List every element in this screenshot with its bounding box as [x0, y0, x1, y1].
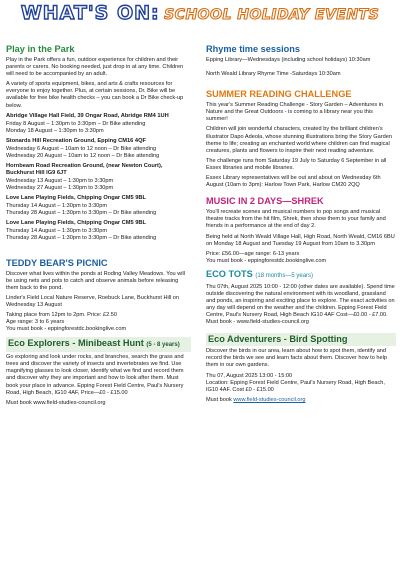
section-heading-text: ECO TOTS [206, 268, 253, 279]
birds-booking-prefix: Must book [206, 396, 232, 403]
summer-p1: This year's Summer Reading Challenge - Story Garden – Adventures in Nature and the Great Outdoors - is coming to a library near you this summer! [206, 102, 384, 123]
venue-date: Wednesday 27 August – 1:30pm to 3:30pm [6, 184, 114, 191]
left-column [6, 44, 191, 562]
teddy-location: Linder's Field Local Nature Reserve, Roebuck Lane, Buckhurst Hill on Wednesday 13 August [6, 294, 180, 309]
eco-explorers-section [6, 337, 191, 407]
tots-p1: Thu 07th, August 2025 10:00 - 12:00 (other dates are available). Spend time outside discovering the natural environment with its woodland, grassland and ponds, an inspiring and exciting place to explore. The exact activities on any day will depend on the weather and the children. Epping Forest Field Centre, Paul's Nursery Road, High Beach IG10 4AF Cost—£0.00 - £7.00. Must book - www.field-studies-council.org [206, 283, 395, 326]
section-heading: Rhyme time sessions [206, 44, 300, 54]
play-intro: Play in the Park offers a fun, outdoor experience for children and their parents or carers. No booking needed, just drop in at any time. Children will need to be accompanied by an adult. [6, 57, 184, 78]
section-heading-age: (18 months—5 years) [255, 272, 314, 279]
section-heading: Eco Adventurers - Bird Spotting [206, 333, 396, 346]
bird-spotting-section [206, 333, 396, 403]
page-title: WHAT'S ON: [20, 2, 160, 24]
music-booking: You must book - eppingforestdc.bookinglive.com [206, 257, 327, 264]
rhyme-time-section [206, 44, 396, 78]
venue-name: Love Lane Playing Fields, Chipping Ongar CM5 9BL [6, 219, 146, 226]
venue-name: Stonards Hill Recreation Ground, Epping CM16 4QF [6, 137, 146, 144]
birds-booking [206, 397, 396, 404]
birds-p1: Discover the birds in our area, learn about how to spot them, identify and record the birds we see and learn facts about them. Discover how to help them in our own gardens. [206, 348, 387, 369]
page-subtitle: SCHOOL HOLIDAY EVENTS [164, 7, 380, 23]
explorers-booking: Must book www.field-studies-council.org [6, 399, 106, 406]
play-intro-2: A variety of sports equipment, bikes, and arts & crafts resources for everyone to enjoy together. Plus, at certain sessions, Dr. Bike will be available for free bike health checks – you can book a Dr Bike check-up below. [6, 81, 184, 109]
birds-location: Location: Epping Forest Field Centre, Paul's Nursery Road, High Beach, IG10 4AF. Cost £0 - £15.00 [206, 379, 385, 393]
section-heading [6, 337, 191, 352]
venue-date: Wednesday 13 August – 1:30pm to 3:30pm [6, 177, 114, 184]
venue-name: Love Lane Playing Fields, Chipping Ongar CM5 9BL [6, 194, 146, 201]
venue-date: Friday 8 August – 1:30pm to 3:30pm – Dr Bike attending [6, 120, 146, 127]
venue-date: Wednesday 20 August – 10am to 12 noon – Dr Bike attending [6, 152, 160, 159]
section-heading: TEDDY BEAR'S PICNIC [6, 257, 108, 268]
music-price: Price: £56.00—age range: 6-13 years [206, 250, 300, 257]
page-header [0, 2, 400, 38]
section-heading [206, 269, 396, 282]
rhyme-line-2: North Weald Library Rhyme Time -Saturdays 10:30am [206, 71, 341, 78]
teddy-time-price: Taking place from 12pm to 2pm. Price: £2.50 [6, 312, 117, 319]
venue-date: Monday 18 August – 1:30pm to 3:30pm [6, 127, 104, 134]
right-column [206, 44, 396, 562]
section-heading: Play in the Park [6, 44, 75, 54]
venue-name: Abridge Village Hall Field, 39 Ongar Road, Abridge RM4 1UH [6, 112, 169, 119]
section-heading: SUMMER READING CHALLENGE [206, 89, 352, 100]
venue-name: Hornbeam Road Recreation Ground, (near Newton Court), Buckhurst Hill IG9 6JT [6, 162, 163, 176]
summer-p2: Children will join wonderful characters, created by the brilliant children's illustrator Dapo Adeola, whose stunning illustrations bring the Story Garden theme to life; creating an enchanted world where children can find magical creatures, plants and flowers to inspire their next reading adventure. [206, 126, 392, 154]
summer-p3: The challenge runs from Saturday 19 July to Saturday 6 September in all Essex libraries and mobile libraries. [206, 157, 387, 171]
field-studies-link[interactable]: www.field-studies-council.org [233, 396, 306, 403]
music-p2: Being held at North Weald Village Hall, High Road, North Weald, CM16 6BU on Monday 18 August and Tuesday 19 August from 10am to 3.30pm [206, 233, 395, 247]
rhyme-line-1: Epping Library—Wednesdays (including school holidays) 10:30am [206, 57, 371, 63]
venue-date: Thursday 28 August – 1:30pm to 3:30pm – Dr Bike attending [6, 209, 157, 216]
teddy-body: Discover what lives within the ponds at Roding Valley Meadows. You will be using nets and pots to catch and observe animals before releasing them back to the pond. [6, 270, 185, 291]
teddy-booking: You must book - eppingforestdc.bookinglive.com [6, 326, 127, 333]
venue-date: Thursday 28 August – 1:30pm to 3:30pm – Dr Bike attending [6, 234, 157, 241]
summer-p4: Essex Library representatives will be out and about on Wednesday 6th August (10am to 3pm): Harlow Town Park, Harlow CM20 2QQ [206, 175, 381, 189]
music-shrek-section [206, 196, 396, 264]
explorers-body: Go exploring and look under rocks, and branches, search the grass and trees and discover the variety of insects and invertebrates we find. Use magnifying glasses to look closer, identify what we find and record them and discover why they are important and how to look after them. Must book your place in advance. Epping Forest Field Centre, Paul's Nursery Road, High Beach, IG10 4AF, Price—£0 - £15.00 [6, 354, 184, 396]
eco-tots-section [206, 269, 396, 327]
birds-date: Thu 07, August 2025 13:00 - 15:00 [206, 372, 293, 379]
teddy-bears-picnic-section [6, 258, 191, 333]
section-heading-text: Eco Explorers - Minibeast Hunt [8, 338, 144, 349]
venue-date: Thursday 14 August – 1:30pm to 3:30pm [6, 202, 108, 209]
venue-date: Wednesday 6 August – 10am to 12 noon – Dr Bike attending [6, 145, 157, 152]
section-heading-age: (5 - 8 years) [146, 342, 180, 349]
summer-reading-section [206, 89, 396, 189]
venue-date: Thursday 14 August – 1:30pm to 3:30pm [6, 227, 108, 234]
teddy-age: Age range: 3 to 6 years [6, 319, 65, 326]
music-p1: You'll recreate scenes and musical numbers to pop songs and musical theatre tracks from the hit film, Shrek, then show them to your family and friends in a performance at the end of day 2. [206, 209, 386, 230]
section-heading: MUSIC IN 2 DAYS—SHREK [206, 196, 324, 207]
play-in-the-park-section [6, 44, 191, 242]
